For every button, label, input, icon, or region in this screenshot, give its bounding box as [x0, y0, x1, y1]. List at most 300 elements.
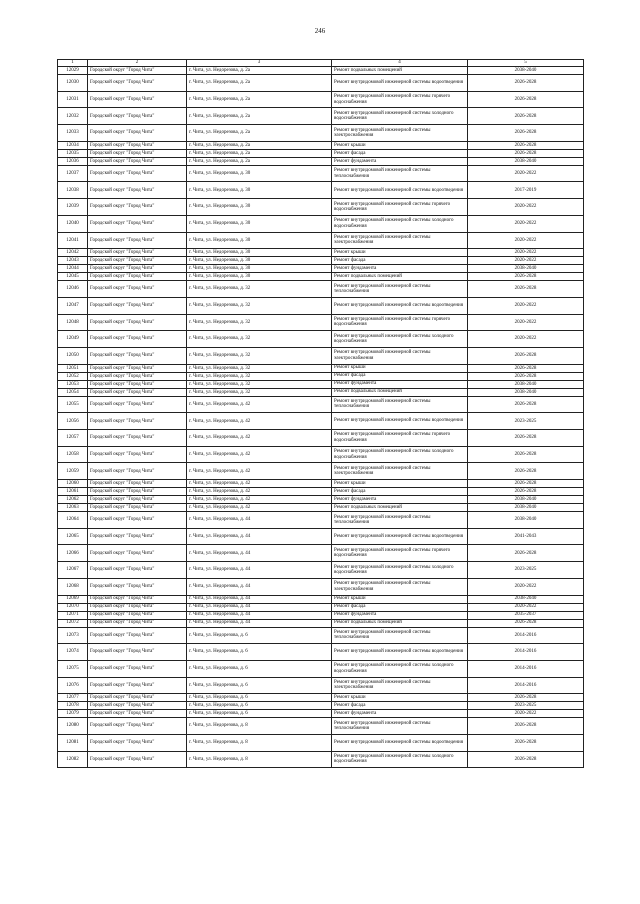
row-number: 12068 [58, 578, 88, 595]
row-number: 12082 [58, 751, 88, 768]
address-cell: г. Чита, ул. Недорезова, д. 44 [187, 611, 332, 619]
period-cell: 2038-2040 [468, 265, 584, 273]
row-number: 12030 [58, 75, 88, 92]
work-type-cell: Ремонт фундамента [332, 157, 468, 165]
work-type-cell: Ремонт внутридомовой инженерной системы горячего водоснабжения [332, 430, 468, 447]
table-row [58, 611, 584, 619]
period-cell: 2020-2022 [468, 199, 584, 216]
table-row [58, 157, 584, 165]
period-cell: 2023-2025 [468, 562, 584, 579]
table-row [58, 751, 584, 768]
municipality-cell: Городской округ "Город Чита" [88, 199, 187, 216]
row-number: 12034 [58, 141, 88, 149]
period-cell: 2038-2040 [468, 388, 584, 396]
municipality-cell: Городской округ "Город Чита" [88, 215, 187, 232]
municipality-cell: Городской округ "Город Чита" [88, 396, 187, 413]
row-number: 12055 [58, 396, 88, 413]
table-row [58, 528, 584, 545]
period-cell: 2026-2028 [468, 125, 584, 142]
period-cell: 2026-2028 [468, 480, 584, 488]
work-type-cell: Ремонт фундамента [332, 496, 468, 504]
work-type-cell: Ремонт фасада [332, 488, 468, 496]
address-cell: г. Чита, ул. Недорезова, д. 2а [187, 108, 332, 125]
table-row [58, 710, 584, 718]
repair-schedule-table [57, 59, 584, 768]
municipality-cell: Городской округ "Город Чита" [88, 751, 187, 768]
work-type-cell: Ремонт внутридомовой инженерной системы теплоснабжения [332, 396, 468, 413]
table-row [58, 718, 584, 735]
row-number: 12070 [58, 603, 88, 611]
address-cell: г. Чита, ул. Недорезова, д. 30 [187, 215, 332, 232]
address-cell: г. Чита, ул. Недорезова, д. 6 [187, 710, 332, 718]
address-cell: г. Чита, ул. Недорезова, д. 42 [187, 396, 332, 413]
period-cell: 2038-2040 [468, 380, 584, 388]
work-type-cell: Ремонт внутридомовой инженерной системы электроснабжения [332, 232, 468, 249]
municipality-cell: Городской округ "Город Чита" [88, 257, 187, 265]
work-type-cell: Ремонт внутридомовой инженерной системы холодного водоснабжения [332, 660, 468, 677]
table-row [58, 512, 584, 529]
address-cell: г. Чита, ул. Недорезова, д. 2а [187, 157, 332, 165]
period-cell: 2020-2022 [468, 603, 584, 611]
period-cell: 2020-2022 [468, 257, 584, 265]
municipality-cell: Городской округ "Город Чита" [88, 364, 187, 372]
table-row [58, 380, 584, 388]
work-type-cell: Ремонт внутридомовой инженерной системы теплоснабжения [332, 718, 468, 735]
row-number: 12035 [58, 149, 88, 157]
table-row [58, 149, 584, 157]
row-number: 12040 [58, 215, 88, 232]
municipality-cell: Городской округ "Город Чита" [88, 694, 187, 702]
period-cell: 2026-2028 [468, 463, 584, 480]
period-cell: 2026-2028 [468, 718, 584, 735]
address-cell: г. Чита, ул. Недорезова, д. 2а [187, 141, 332, 149]
municipality-cell: Городской округ "Город Чита" [88, 562, 187, 579]
municipality-cell: Городской округ "Город Чита" [88, 496, 187, 504]
period-cell: 2026-2028 [468, 430, 584, 447]
table-row [58, 125, 584, 142]
work-type-cell: Ремонт крыши [332, 141, 468, 149]
table-row [58, 545, 584, 562]
period-cell: 2038-2040 [468, 504, 584, 512]
column-header-period: 5 [468, 60, 584, 67]
work-type-cell: Ремонт внутридомовой инженерной системы горячего водоснабжения [332, 545, 468, 562]
period-cell: 2026-2028 [468, 488, 584, 496]
table-row [58, 677, 584, 694]
row-number: 12049 [58, 331, 88, 348]
municipality-cell: Городской округ "Город Чита" [88, 149, 187, 157]
address-cell: г. Чита, ул. Недорезова, д. 42 [187, 480, 332, 488]
row-number: 12036 [58, 157, 88, 165]
work-type-cell: Ремонт подвальных помещений [332, 67, 468, 75]
work-type-cell: Ремонт внутридомовой инженерной системы холодного водоснабжения [332, 215, 468, 232]
row-number: 12031 [58, 91, 88, 108]
work-type-cell: Ремонт внутридомовой инженерной системы водоотведения [332, 413, 468, 430]
row-number: 12039 [58, 199, 88, 216]
municipality-cell: Городской округ "Город Чита" [88, 75, 187, 92]
work-type-cell: Ремонт внутридомовой инженерной системы электроснабжения [332, 463, 468, 480]
work-type-cell: Ремонт фасада [332, 257, 468, 265]
period-cell: 2026-2028 [468, 619, 584, 627]
table-row [58, 265, 584, 273]
period-cell: 2026-2028 [468, 446, 584, 463]
row-number: 12053 [58, 380, 88, 388]
work-type-cell: Ремонт фасада [332, 372, 468, 380]
work-type-cell: Ремонт крыши [332, 364, 468, 372]
period-cell: 2026-2028 [468, 91, 584, 108]
period-cell: 2026-2028 [468, 273, 584, 281]
address-cell: г. Чита, ул. Недорезова, д. 44 [187, 578, 332, 595]
address-cell: г. Чита, ул. Недорезова, д. 42 [187, 413, 332, 430]
period-cell: 2020-2022 [468, 331, 584, 348]
row-number: 12044 [58, 265, 88, 273]
municipality-cell: Городской округ "Город Чита" [88, 430, 187, 447]
address-cell: г. Чита, ул. Недорезова, д. 32 [187, 347, 332, 364]
table-row [58, 165, 584, 182]
table-row [58, 75, 584, 92]
period-cell: 2026-2028 [468, 108, 584, 125]
address-cell: г. Чита, ул. Недорезова, д. 44 [187, 603, 332, 611]
work-type-cell: Ремонт внутридомовой инженерной системы водоотведения [332, 75, 468, 92]
table-row [58, 496, 584, 504]
municipality-cell: Городской округ "Город Чита" [88, 91, 187, 108]
table-row [58, 396, 584, 413]
work-type-cell: Ремонт внутридомовой инженерной системы теплоснабжения [332, 512, 468, 529]
row-number: 12076 [58, 677, 88, 694]
row-number: 12062 [58, 496, 88, 504]
address-cell: г. Чита, ул. Недорезова, д. 8 [187, 734, 332, 751]
period-cell: 2026-2028 [468, 347, 584, 364]
work-type-cell: Ремонт внутридомовой инженерной системы электроснабжения [332, 578, 468, 595]
table-row [58, 578, 584, 595]
address-cell: г. Чита, ул. Недорезова, д. 30 [187, 182, 332, 199]
work-type-cell: Ремонт внутридомовой инженерной системы теплоснабжения [332, 165, 468, 182]
row-number: 12075 [58, 660, 88, 677]
work-type-cell: Ремонт внутридомовой инженерной системы водоотведения [332, 182, 468, 199]
address-cell: г. Чита, ул. Недорезова, д. 30 [187, 165, 332, 182]
row-number: 12061 [58, 488, 88, 496]
period-cell: 2038-2040 [468, 512, 584, 529]
address-cell: г. Чита, ул. Недорезова, д. 44 [187, 512, 332, 529]
address-cell: г. Чита, ул. Недорезова, д. 32 [187, 314, 332, 331]
table-row [58, 413, 584, 430]
table-row [58, 488, 584, 496]
row-number: 12074 [58, 644, 88, 661]
period-cell: 2014-2016 [468, 660, 584, 677]
period-cell: 2014-2016 [468, 677, 584, 694]
address-cell: г. Чита, ул. Недорезова, д. 32 [187, 372, 332, 380]
address-cell: г. Чита, ул. Недорезова, д. 30 [187, 265, 332, 273]
address-cell: г. Чита, ул. Недорезова, д. 32 [187, 388, 332, 396]
row-number: 12066 [58, 545, 88, 562]
work-type-cell: Ремонт подвальных помещений [332, 504, 468, 512]
period-cell: 2020-2022 [468, 578, 584, 595]
table-row [58, 372, 584, 380]
work-type-cell: Ремонт внутридомовой инженерной системы горячего водоснабжения [332, 314, 468, 331]
row-number: 12033 [58, 125, 88, 142]
table-row [58, 619, 584, 627]
municipality-cell: Городской округ "Город Чита" [88, 512, 187, 529]
page-number: 246 [314, 27, 326, 35]
row-number: 12063 [58, 504, 88, 512]
work-type-cell: Ремонт подвальных помещений [332, 619, 468, 627]
table-row [58, 91, 584, 108]
work-type-cell: Ремонт фасада [332, 702, 468, 710]
address-cell: г. Чита, ул. Недорезова, д. 44 [187, 595, 332, 603]
work-type-cell: Ремонт фундамента [332, 710, 468, 718]
work-type-cell: Ремонт фасада [332, 149, 468, 157]
table-row [58, 388, 584, 396]
period-cell: 2023-2025 [468, 413, 584, 430]
period-cell: 2026-2028 [468, 364, 584, 372]
work-type-cell: Ремонт внутридомовой инженерной системы электроснабжения [332, 125, 468, 142]
work-type-cell: Ремонт внутридомовой инженерной системы водоотведения [332, 734, 468, 751]
period-cell: 2020-2022 [468, 215, 584, 232]
address-cell: г. Чита, ул. Недорезова, д. 32 [187, 297, 332, 314]
row-number: 12056 [58, 413, 88, 430]
work-type-cell: Ремонт внутридомовой инженерной системы холодного водоснабжения [332, 562, 468, 579]
table-row [58, 232, 584, 249]
table-row [58, 297, 584, 314]
table-row [58, 108, 584, 125]
row-number: 12065 [58, 528, 88, 545]
period-cell: 2038-2040 [468, 496, 584, 504]
municipality-cell: Городской округ "Город Чита" [88, 627, 187, 644]
address-cell: г. Чита, ул. Недорезова, д. 42 [187, 496, 332, 504]
row-number: 12032 [58, 108, 88, 125]
period-cell: 2014-2016 [468, 627, 584, 644]
address-cell: г. Чита, ул. Недорезова, д. 2а [187, 125, 332, 142]
row-number: 12045 [58, 273, 88, 281]
address-cell: г. Чита, ул. Недорезова, д. 6 [187, 627, 332, 644]
row-number: 12060 [58, 480, 88, 488]
period-cell: 2035-2037 [468, 611, 584, 619]
row-number: 12037 [58, 165, 88, 182]
period-cell: 2020-2022 [468, 297, 584, 314]
row-number: 12048 [58, 314, 88, 331]
row-number: 12064 [58, 512, 88, 529]
row-number: 12071 [58, 611, 88, 619]
period-cell: 2038-2040 [468, 157, 584, 165]
period-cell: 2026-2028 [468, 751, 584, 768]
municipality-cell: Городской округ "Город Чита" [88, 380, 187, 388]
table-row [58, 257, 584, 265]
address-cell: г. Чита, ул. Недорезова, д. 32 [187, 281, 332, 298]
table-row [58, 141, 584, 149]
table-row [58, 281, 584, 298]
row-number: 12043 [58, 257, 88, 265]
period-cell: 2017-2019 [468, 182, 584, 199]
address-cell: г. Чита, ул. Недорезова, д. 6 [187, 694, 332, 702]
municipality-cell: Городской округ "Город Чита" [88, 480, 187, 488]
row-number: 12058 [58, 446, 88, 463]
period-cell: 2020-2022 [468, 232, 584, 249]
period-cell: 2026-2028 [468, 372, 584, 380]
address-cell: г. Чита, ул. Недорезова, д. 2а [187, 149, 332, 157]
period-cell: 2026-2028 [468, 149, 584, 157]
address-cell: г. Чита, ул. Недорезова, д. 6 [187, 702, 332, 710]
municipality-cell: Городской округ "Город Чита" [88, 702, 187, 710]
address-cell: г. Чита, ул. Недорезова, д. 6 [187, 644, 332, 661]
work-type-cell: Ремонт внутридомовой инженерной системы водоотведения [332, 528, 468, 545]
period-cell: 2038-2040 [468, 595, 584, 603]
table-row [58, 446, 584, 463]
municipality-cell: Городской округ "Город Чита" [88, 644, 187, 661]
municipality-cell: Городской округ "Город Чита" [88, 67, 187, 75]
table-row [58, 331, 584, 348]
table-row [58, 504, 584, 512]
work-type-cell: Ремонт внутридомовой инженерной системы холодного водоснабжения [332, 751, 468, 768]
table-row [58, 364, 584, 372]
address-cell: г. Чита, ул. Недорезова, д. 8 [187, 751, 332, 768]
row-number: 12041 [58, 232, 88, 249]
work-type-cell: Ремонт внутридомовой инженерной системы теплоснабжения [332, 281, 468, 298]
municipality-cell: Городской округ "Город Чита" [88, 232, 187, 249]
address-cell: г. Чита, ул. Недорезова, д. 42 [187, 488, 332, 496]
municipality-cell: Городской округ "Город Чита" [88, 528, 187, 545]
period-cell: 2020-2022 [468, 314, 584, 331]
period-cell: 2020-2022 [468, 249, 584, 257]
work-type-cell: Ремонт фундамента [332, 611, 468, 619]
table-row [58, 249, 584, 257]
table-row [58, 463, 584, 480]
row-number: 12079 [58, 710, 88, 718]
table-row [58, 480, 584, 488]
address-cell: г. Чита, ул. Недорезова, д. 2а [187, 91, 332, 108]
address-cell: г. Чита, ул. Недорезова, д. 8 [187, 718, 332, 735]
table-row [58, 215, 584, 232]
municipality-cell: Городской округ "Город Чита" [88, 446, 187, 463]
address-cell: г. Чита, ул. Недорезова, д. 44 [187, 545, 332, 562]
row-number: 12077 [58, 694, 88, 702]
work-type-cell: Ремонт подвальных помещений [332, 273, 468, 281]
municipality-cell: Городской округ "Город Чита" [88, 125, 187, 142]
address-cell: г. Чита, ул. Недорезова, д. 30 [187, 249, 332, 257]
municipality-cell: Городской округ "Город Чита" [88, 281, 187, 298]
municipality-cell: Городской округ "Город Чита" [88, 488, 187, 496]
period-cell: 2026-2028 [468, 694, 584, 702]
row-number: 12046 [58, 281, 88, 298]
row-number: 12038 [58, 182, 88, 199]
table-row [58, 430, 584, 447]
work-type-cell: Ремонт крыши [332, 694, 468, 702]
municipality-cell: Городской округ "Город Чита" [88, 710, 187, 718]
table-row [58, 273, 584, 281]
row-number: 12059 [58, 463, 88, 480]
row-number: 12042 [58, 249, 88, 257]
period-cell: 2041-2043 [468, 528, 584, 545]
period-cell: 2038-2040 [468, 67, 584, 75]
table-row [58, 562, 584, 579]
work-type-cell: Ремонт фундамента [332, 265, 468, 273]
municipality-cell: Городской округ "Город Чита" [88, 619, 187, 627]
period-cell: 2026-2028 [468, 281, 584, 298]
table-row [58, 314, 584, 331]
work-type-cell: Ремонт внутридомовой инженерной системы водоотведения [332, 644, 468, 661]
work-type-cell: Ремонт внутридомовой инженерной системы теплоснабжения [332, 627, 468, 644]
row-number: 12050 [58, 347, 88, 364]
address-cell: г. Чита, ул. Недорезова, д. 6 [187, 677, 332, 694]
row-number: 12069 [58, 595, 88, 603]
work-type-cell: Ремонт подвальных помещений [332, 388, 468, 396]
address-cell: г. Чита, ул. Недорезова, д. 2а [187, 67, 332, 75]
work-type-cell: Ремонт внутридомовой инженерной системы водоотведения [332, 297, 468, 314]
address-cell: г. Чита, ул. Недорезова, д. 2а [187, 75, 332, 92]
address-cell: г. Чита, ул. Недорезова, д. 6 [187, 660, 332, 677]
column-header-municipality: 2 [88, 60, 187, 67]
table-row [58, 199, 584, 216]
address-cell: г. Чита, ул. Недорезова, д. 44 [187, 528, 332, 545]
municipality-cell: Городской округ "Город Чита" [88, 108, 187, 125]
municipality-cell: Городской округ "Город Чита" [88, 372, 187, 380]
address-cell: г. Чита, ул. Недорезова, д. 42 [187, 430, 332, 447]
work-type-cell: Ремонт внутридомовой инженерной системы горячего водоснабжения [332, 91, 468, 108]
period-cell: 2026-2028 [468, 545, 584, 562]
column-header-work-type: 4 [332, 60, 468, 67]
work-type-cell: Ремонт внутридомовой инженерной системы холодного водоснабжения [332, 108, 468, 125]
column-header-number: 1 [58, 60, 88, 67]
municipality-cell: Городской округ "Город Чита" [88, 504, 187, 512]
row-number: 12057 [58, 430, 88, 447]
address-cell: г. Чита, ул. Недорезова, д. 30 [187, 257, 332, 265]
table-row [58, 702, 584, 710]
municipality-cell: Городской округ "Город Чита" [88, 734, 187, 751]
municipality-cell: Городской округ "Город Чита" [88, 595, 187, 603]
table-row [58, 595, 584, 603]
work-type-cell: Ремонт внутридомовой инженерной системы холодного водоснабжения [332, 446, 468, 463]
address-cell: г. Чита, ул. Недорезова, д. 44 [187, 619, 332, 627]
address-cell: г. Чита, ул. Недорезова, д. 42 [187, 504, 332, 512]
municipality-cell: Городской округ "Город Чита" [88, 182, 187, 199]
address-cell: г. Чита, ул. Недорезова, д. 44 [187, 562, 332, 579]
address-cell: г. Чита, ул. Недорезова, д. 32 [187, 331, 332, 348]
municipality-cell: Городской округ "Город Чита" [88, 603, 187, 611]
period-cell: 2014-2016 [468, 644, 584, 661]
municipality-cell: Городской округ "Город Чита" [88, 677, 187, 694]
row-number: 12081 [58, 734, 88, 751]
municipality-cell: Городской округ "Город Чита" [88, 297, 187, 314]
row-number: 12078 [58, 702, 88, 710]
municipality-cell: Городской округ "Город Чита" [88, 273, 187, 281]
municipality-cell: Городской округ "Город Чита" [88, 265, 187, 273]
period-cell: 2020-2022 [468, 165, 584, 182]
address-cell: г. Чита, ул. Недорезова, д. 30 [187, 232, 332, 249]
row-number: 12029 [58, 67, 88, 75]
period-cell: 2020-2022 [468, 710, 584, 718]
work-type-cell: Ремонт крыши [332, 480, 468, 488]
table-row [58, 694, 584, 702]
row-number: 12067 [58, 562, 88, 579]
table-row [58, 660, 584, 677]
municipality-cell: Городской округ "Город Чита" [88, 611, 187, 619]
municipality-cell: Городской округ "Город Чита" [88, 157, 187, 165]
row-number: 12073 [58, 627, 88, 644]
address-cell: г. Чита, ул. Недорезова, д. 32 [187, 380, 332, 388]
row-number: 12047 [58, 297, 88, 314]
table-row [58, 603, 584, 611]
work-type-cell: Ремонт внутридомовой инженерной системы электроснабжения [332, 347, 468, 364]
municipality-cell: Городской округ "Город Чита" [88, 578, 187, 595]
table-row [58, 67, 584, 75]
address-cell: г. Чита, ул. Недорезова, д. 30 [187, 273, 332, 281]
work-type-cell: Ремонт крыши [332, 249, 468, 257]
address-cell: г. Чита, ул. Недорезова, д. 42 [187, 463, 332, 480]
row-number: 12051 [58, 364, 88, 372]
row-number: 12080 [58, 718, 88, 735]
table-body [58, 60, 584, 768]
row-number: 12052 [58, 372, 88, 380]
municipality-cell: Городской округ "Город Чита" [88, 141, 187, 149]
table-row [58, 627, 584, 644]
